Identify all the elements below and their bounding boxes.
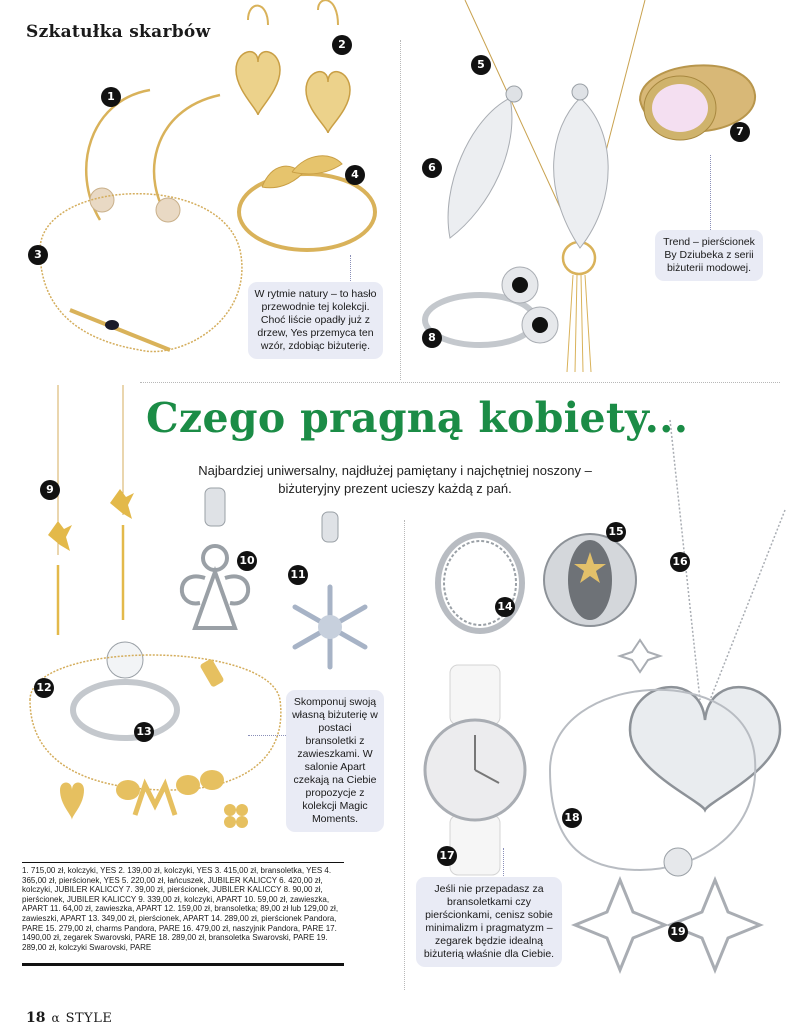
swarovski-watch-image <box>415 665 535 875</box>
item-number-12: 12 <box>34 678 54 698</box>
page-number: 18 <box>26 1010 46 1024</box>
opal-gold-ring-image <box>620 40 770 160</box>
gold-fairy-earrings-image <box>38 385 148 645</box>
item-number-1: 1 <box>101 87 121 107</box>
brand-logo-icon: α <box>51 1011 60 1024</box>
item-number-19: 19 <box>668 922 688 942</box>
item-number-13: 13 <box>134 722 154 742</box>
item-number-17: 17 <box>437 846 457 866</box>
item-number-18: 18 <box>562 808 582 828</box>
brand-name: STYLE <box>65 1010 113 1024</box>
item-number-4: 4 <box>345 165 365 185</box>
item-number-5: 5 <box>471 55 491 75</box>
silver-snowflake-charm-image <box>290 512 370 672</box>
item-number-2: 2 <box>332 35 352 55</box>
item-number-11: 11 <box>288 565 308 585</box>
item-number-3: 3 <box>28 245 48 265</box>
gold-bracelet-image <box>20 140 260 370</box>
callout-trend-line <box>710 155 711 230</box>
callout-trend: Trend – pierścionek By Dziubeka z serii biżuterii modowej. <box>655 230 763 281</box>
gold-charm-bracelet-image <box>20 640 300 850</box>
callout-watch-line <box>503 848 504 878</box>
prices-bottom-rule <box>22 963 344 966</box>
callout-nature: W rytmie natury – to hasło przewodnie tej kolekcji. Choć liście opadły już z drzew, Yes przemyca ten wzór, zdobiąc biżuterię. <box>248 282 383 359</box>
item-number-10: 10 <box>237 551 257 571</box>
price-list: 1. 715,00 zł, kolczyki, YES 2. 139,00 zł, kolczyki, YES 3. 415,00 zł, bransoletka, YES 4. 365,00 zł, pierścionek, YES 5. 220,00 zł, łańcuszek, JUBILER KALICCY 6. 420,00 zł, kolczyki, JUBILER KALICCY 7. 39,00 zł, pierścionek, JUBILER KALICCY 8. 90,00 zł, pierścionek, JUBILER KALICCY 9. 339,00 zł, kolczyki, APART 10. 59,00 zł, zawieszka, APART 11. 64,00 zł, zawieszka, APART 12. 159,00 zł, bransoletka; 89,00 zł lub 129,00 zł, zawieszki, APART 13. 349,00 zł, pierścionek, APART 14. 289,00 zł, pierścionek Pandora, PARE 15. 279,00 zł, charms Pandora, PARE 16. 479,00 zł, naszyjnik Pandora, PARE 17. 1490,00 zł, zegarek Swarovski, PARE 18. 289,00 zł, bransoletka Swarovski, PARE 19. 289,00 zł, kolczyki Swarovski, PARE <box>22 866 339 952</box>
callout-apart-line <box>248 735 286 736</box>
pandora-crossover-ring-image <box>430 528 530 638</box>
item-number-8: 8 <box>422 328 442 348</box>
prices-top-rule <box>22 862 344 863</box>
item-number-14: 14 <box>495 597 515 617</box>
callout-apart: Skomponuj swoją własną biżuterię w postaci bransoletki z zawieszkami. W salonie Apart czekają na Ciebie propozycje z kolekcji Magic Moments. <box>286 690 384 832</box>
item-number-16: 16 <box>670 552 690 572</box>
section-title: Szkatułka skarbów <box>26 22 211 42</box>
subline: Najbardziej uniwersalny, najdłużej pamiętany i najchętniej noszony – biżuteryjny prezent ucieszy każdą z pań. <box>198 463 592 496</box>
item-number-6: 6 <box>422 158 442 178</box>
gold-heart-earrings-image <box>228 0 368 140</box>
silver-feather-earrings-image <box>430 78 630 248</box>
silver-onyx-ring-image <box>420 250 570 360</box>
divider-middle <box>140 382 780 383</box>
page-footer <box>26 1010 112 1024</box>
callout-watch: Jeśli nie przepadasz za bransoletkami czy pierścionkami, cenisz sobie minimalizm i pragmatyzm – zegarek będzie idealną biżuterią właśnie dla Ciebie. <box>416 877 562 967</box>
item-number-9: 9 <box>40 480 60 500</box>
divider-top <box>400 40 401 380</box>
swarovski-bracelet-image <box>530 640 770 890</box>
headline: Czego pragną kobiety... <box>146 394 689 442</box>
item-number-7: 7 <box>730 122 750 142</box>
callout-nature-line <box>350 255 351 283</box>
item-number-15: 15 <box>606 522 626 542</box>
divider-bottom <box>404 520 405 990</box>
